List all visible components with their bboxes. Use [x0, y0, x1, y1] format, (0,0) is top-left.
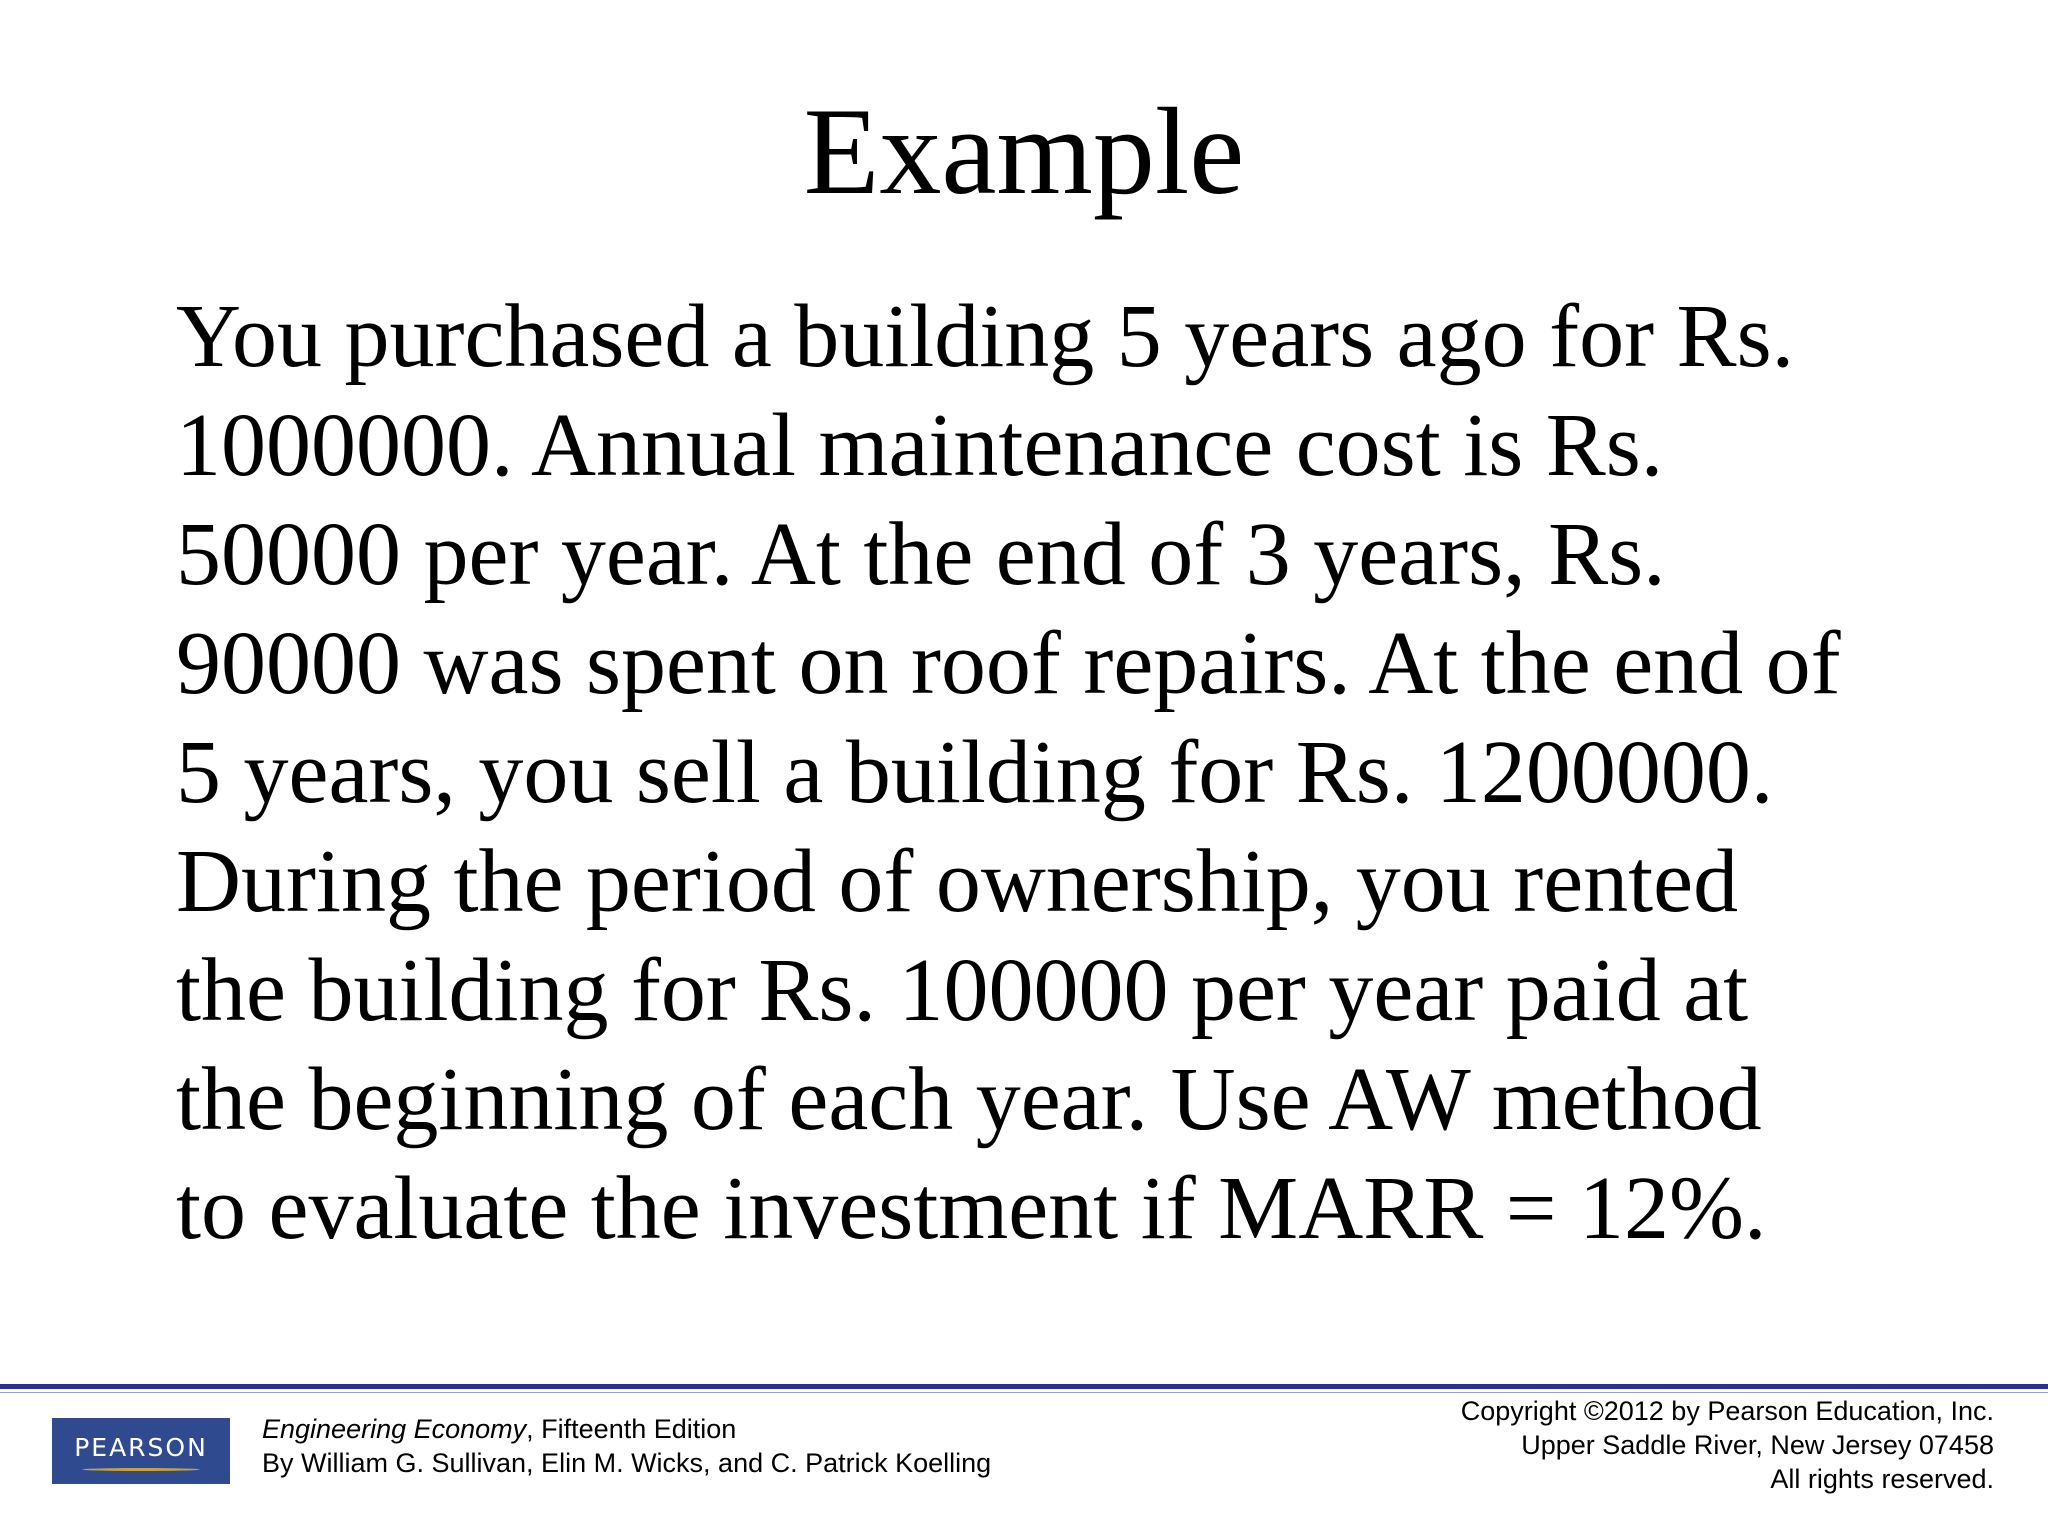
- copyright-line: Copyright ©2012 by Pearson Education, Inc.: [1460, 1396, 1994, 1426]
- copyright-line: Upper Saddle River, New Jersey 07458: [1521, 1430, 1994, 1460]
- body-line: the building for Rs. 100000 per year paid at: [176, 941, 1749, 1040]
- body-line: the beginning of each year. Use AW method: [176, 1050, 1762, 1149]
- logo-text: PEARSON: [74, 1432, 208, 1462]
- body-line: to evaluate the investment if MARR = 12%.: [176, 1159, 1767, 1258]
- body-line: 1000000. Annual maintenance cost is Rs.: [176, 396, 1664, 495]
- body-line: 5 years, you sell a building for Rs. 1200000.: [176, 723, 1774, 822]
- book-title-line: [262, 1412, 991, 1446]
- body-line: You purchased a building 5 years ago for Rs.: [176, 287, 1795, 386]
- slide-body: [176, 282, 1936, 1263]
- book-authors: By William G. Sullivan, Elin M. Wicks, and C. Patrick Koelling: [262, 1448, 992, 1478]
- book-title: Engineering Economy: [262, 1414, 527, 1444]
- slide-title: Example: [803, 83, 1245, 220]
- book-edition: , Fifteenth Edition: [526, 1414, 737, 1444]
- footer-copyright: [1461, 1394, 1994, 1496]
- copyright-line: All rights reserved.: [1770, 1464, 1994, 1494]
- body-line: During the period of ownership, you rented: [176, 832, 1739, 931]
- footer-divider-thin: [0, 1392, 2048, 1393]
- body-line: 50000 per year. At the end of 3 years, Rs.: [176, 505, 1666, 604]
- body-line: 90000 was spent on roof repairs. At the end of: [176, 614, 1841, 713]
- logo-swoosh-icon: [82, 1468, 200, 1471]
- footer-divider: [0, 1384, 2048, 1389]
- footer-book-info: [262, 1412, 991, 1480]
- pearson-logo: [52, 1418, 230, 1484]
